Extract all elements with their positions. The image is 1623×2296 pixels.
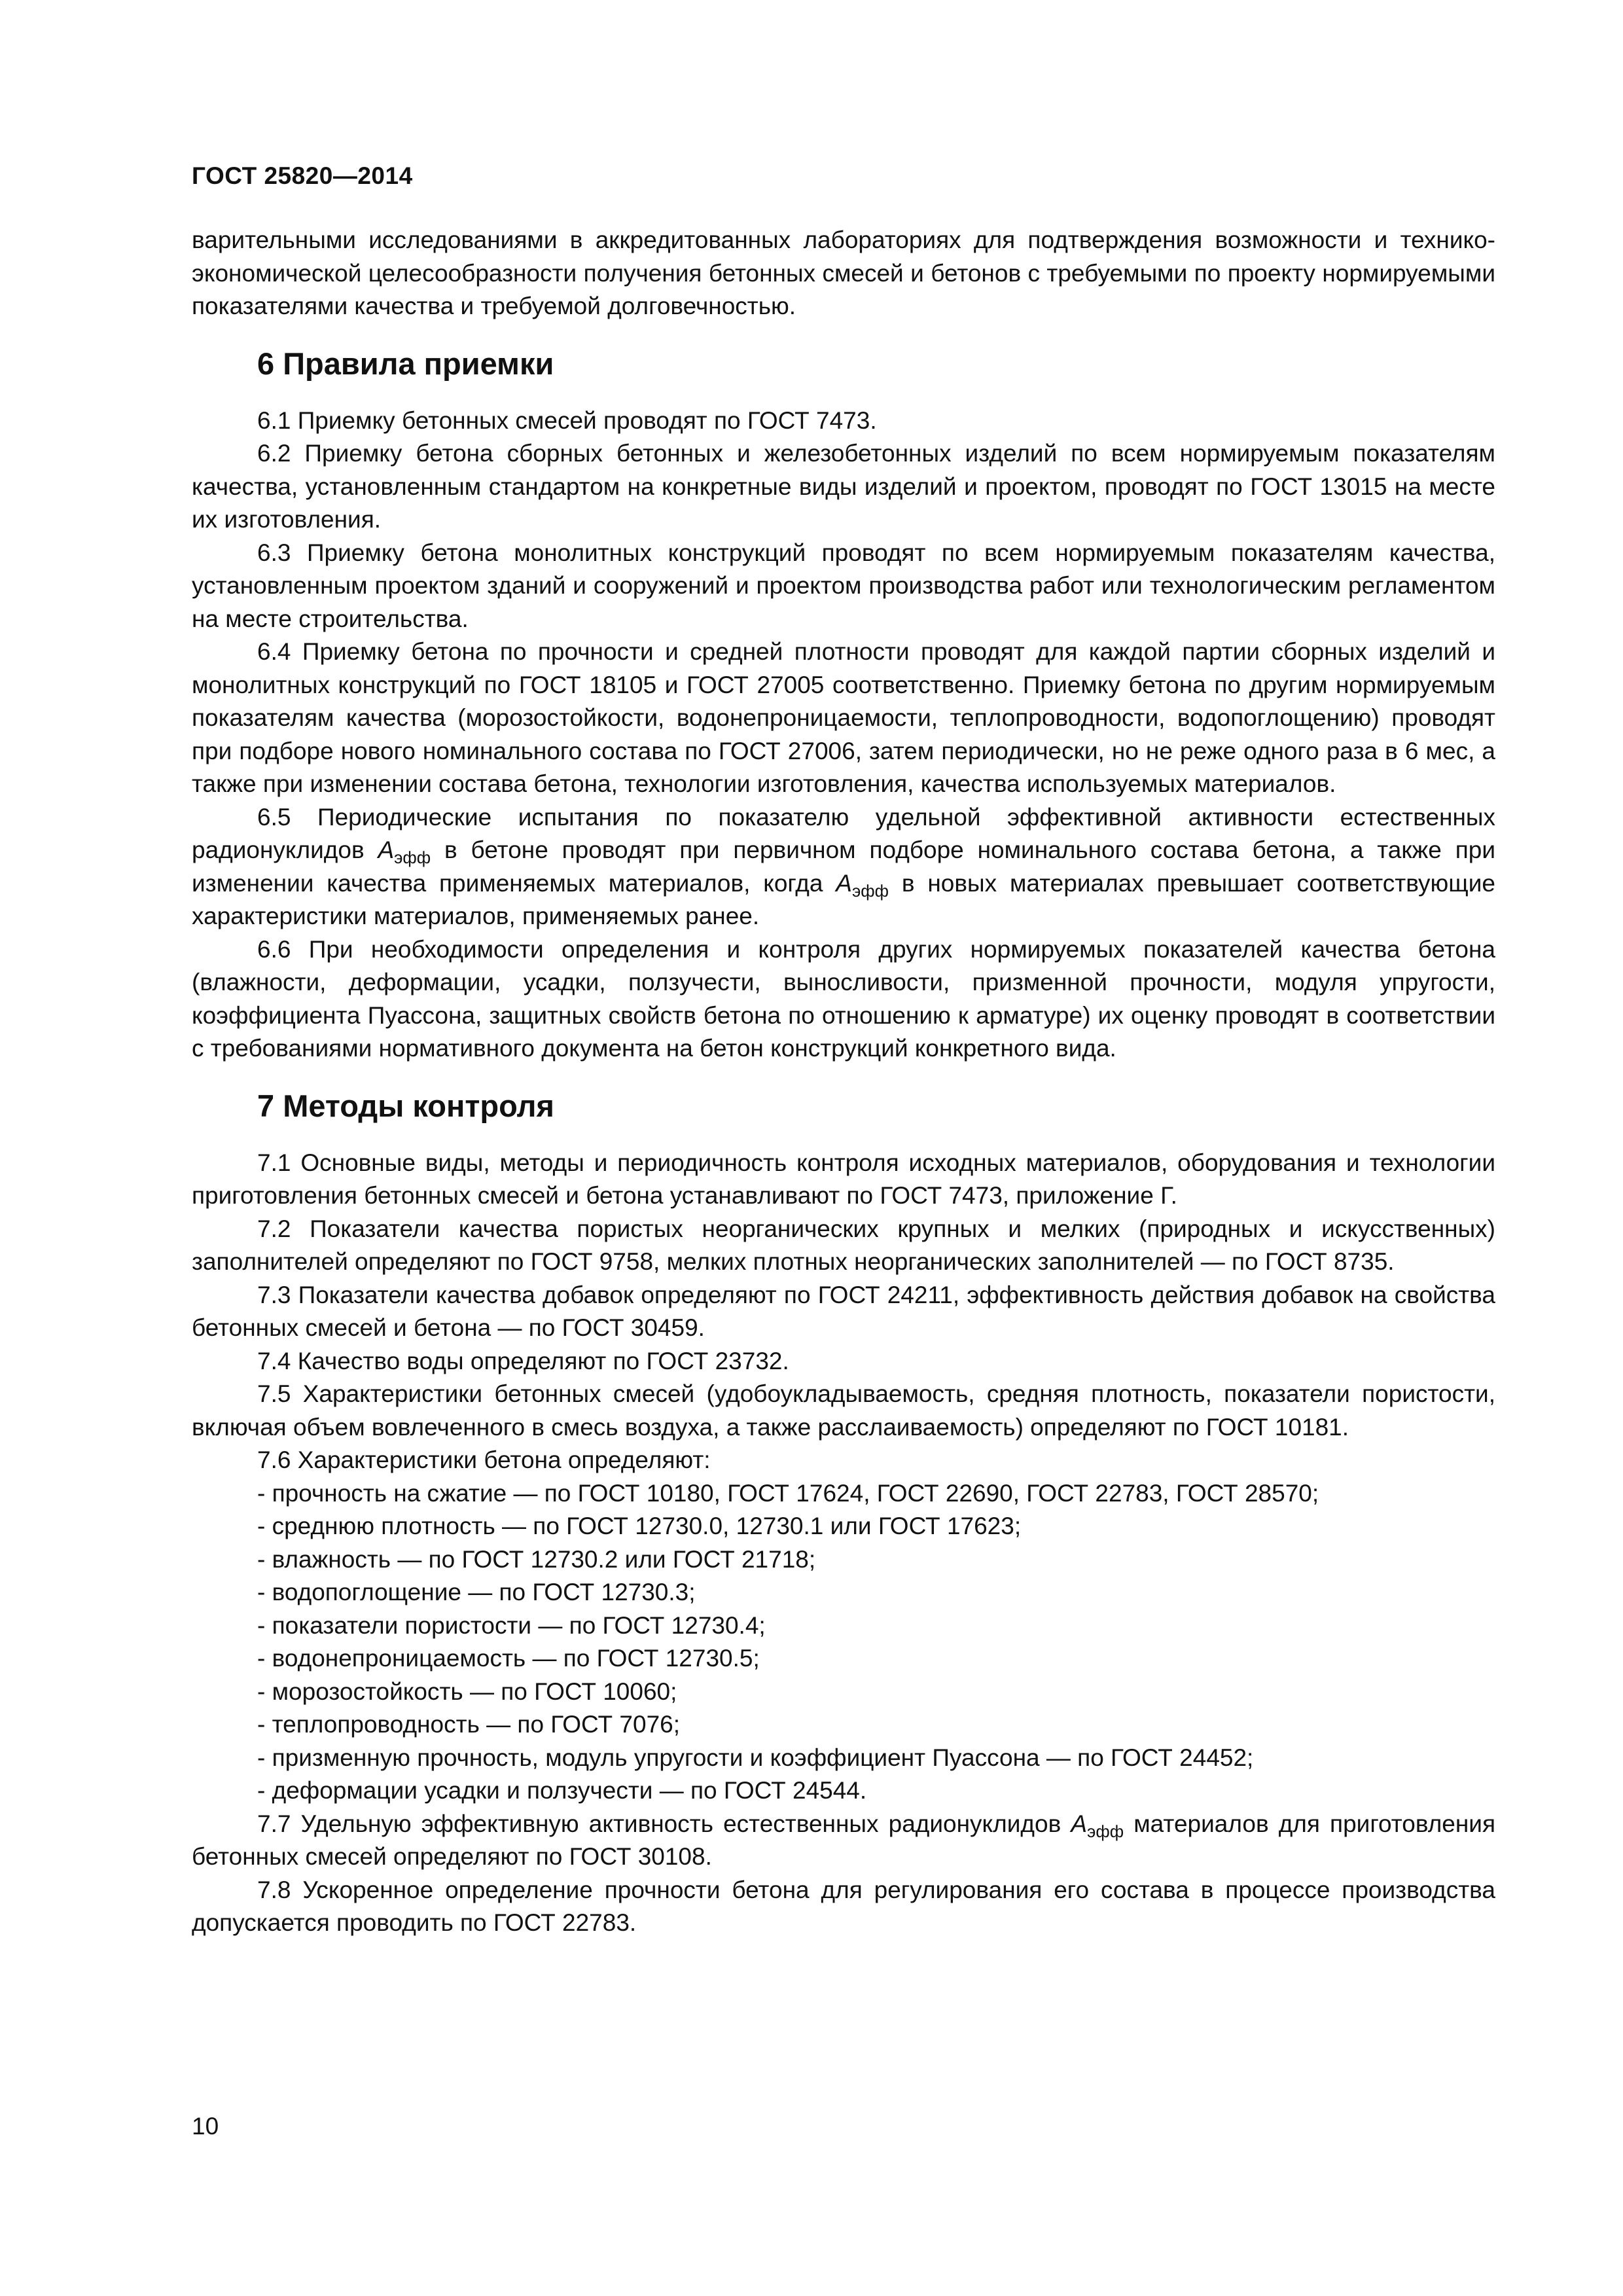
section-6-heading: 6 Правила приемки [257, 346, 554, 381]
paragraph-7-2: 7.2 Показатели качества пористых неорганических крупных и мелких (природных и искусственных) заполнителей определяют по ГОСТ 9758, мелких плотных неорганических заполнителей — по ГОСТ 8735. [192, 1215, 1495, 1275]
list-item: - среднюю плотность — по ГОСТ 12730.0, 12730.1 или ГОСТ 17623; [257, 1513, 1022, 1539]
paragraph-7-4: 7.4 Качество воды определяют по ГОСТ 23732. [257, 1347, 789, 1374]
document-code-header: ГОСТ 25820—2014 [192, 162, 413, 189]
list-item: - водопоглощение — по ГОСТ 12730.3; [257, 1579, 696, 1605]
list-item: - теплопроводность — по ГОСТ 7076; [257, 1711, 681, 1738]
paragraph-6-5-text-a: 6.5 Периодические испытания по показателю удельной эффективной активности естественных радионуклидов [192, 803, 1495, 863]
paragraph-6-6: 6.6 При необходимости определения и контроля других нормируемых показателей качества бетона (влажности, деформации, усадки, ползучести, выносливости, призменной прочности, модуля упругости, коэффициента Пуассона, защитных свойств бетона по отношению к арматуре) их оценку проводят в соответствии с требованиями нормативного документа на бетон конструкций конкретного вида. [192, 935, 1495, 1062]
page-number: 10 [192, 2113, 219, 2140]
paragraph-6-2: 6.2 Приемку бетона сборных бетонных и железобетонных изделий по всем нормируемым показателям качества, установленным стандартом на конкретные виды изделий и проектом, проводят по ГОСТ 13015 на месте их изготовления. [192, 440, 1495, 533]
list-item: - деформации усадки и ползучести — по ГОСТ 24544. [257, 1777, 867, 1804]
paragraph-7-7-text-b: материалов для приготовления бетонных смесей определяют по ГОСТ 30108. [192, 1810, 1495, 1870]
paragraph-6-3: 6.3 Приемку бетона монолитных конструкций проводят по всем нормируемым показателям качества, установленным проектом зданий и сооружений и проектом производства работ или технологическим регламентом на месте строительства. [192, 539, 1495, 632]
symbol-a-eff-subscript: эфф [1087, 1821, 1124, 1841]
symbol-a-eff: А [378, 836, 395, 863]
paragraph-7-7 [192, 1808, 1495, 1874]
paragraph-7-7-text-a: 7.7 Удельную эффективную активность естественных радионуклидов [257, 1810, 1071, 1837]
symbol-a-eff-subscript: эфф [394, 848, 431, 867]
symbol-a-eff: А [1071, 1810, 1088, 1837]
document-body [192, 224, 1495, 1940]
list-item: - морозостойкость — по ГОСТ 10060; [257, 1677, 677, 1705]
intro-paragraph: варительными исследованиями в аккредитованных лабораториях для подтверждения возможности и технико-экономической целесообразности получения бетонных смесей и бетонов с требуемыми по проекту нормируемыми показателями качества и требуемой долговечностью. [192, 226, 1495, 319]
concrete-characteristics-list [192, 1477, 1495, 1808]
paragraph-6-5-text-c: в новых материалах превышает соответствующие характеристики материалов, применяемых ранее. [192, 869, 1495, 929]
symbol-a-eff-subscript: эфф [851, 880, 889, 901]
paragraph-7-1: 7.1 Основные виды, методы и периодичность контроля исходных материалов, оборудования и технологии приготовления бетонных смесей и бетона устанавливают по ГОСТ 7473, приложение Г. [192, 1149, 1495, 1209]
list-item: - призменную прочность, модуль упругости и коэффициент Пуассона — по ГОСТ 24452; [257, 1744, 1254, 1771]
paragraph-6-5-text-b: в бетоне проводят при первичном подборе номинального состава бетона, а также при изменении качества применяемых материалов, когда [192, 836, 1495, 897]
list-item: - водонепроницаемость — по ГОСТ 12730.5; [257, 1645, 760, 1672]
list-item: - прочность на сжатие — по ГОСТ 10180, ГОСТ 17624, ГОСТ 22690, ГОСТ 22783, ГОСТ 28570; [257, 1479, 1319, 1507]
list-item: - показатели пористости — по ГОСТ 12730.4; [257, 1611, 766, 1639]
paragraph-7-3: 7.3 Показатели качества добавок определяют по ГОСТ 24211, эффективность действия добавок на свойства бетонных смесей и бетона — по ГОСТ 30459. [192, 1281, 1495, 1341]
paragraph-7-8: 7.8 Ускоренное определение прочности бетона для регулирования его состава в процессе производства допускается проводить по ГОСТ 22783. [192, 1876, 1495, 1936]
paragraph-6-1: 6.1 Приемку бетонных смесей проводят по ГОСТ 7473. [257, 406, 877, 434]
section-7-heading: 7 Методы контроля [257, 1088, 554, 1123]
paragraph-7-6: 7.6 Характеристики бетона определяют: [257, 1446, 711, 1473]
symbol-a-eff: А [836, 869, 852, 897]
list-item: - влажность — по ГОСТ 12730.2 или ГОСТ 21718; [257, 1545, 816, 1573]
paragraph-6-4: 6.4 Приемку бетона по прочности и средней плотности проводят для каждой партии сборных изделий и монолитных конструкций по ГОСТ 18105 и ГОСТ 27005 соответственно. Приемку бетона по другим нормируемым показателям качества (морозостойкости, водонепроницаемости, теплопроводности, водопоглощению) проводят при подборе нового номинального состава по ГОСТ 27006, затем периодически, но не реже одного раза в 6 мес, а также при изменении состава бетона, технологии изготовления, качества используемых материалов. [192, 638, 1495, 797]
paragraph-7-5: 7.5 Характеристики бетонных смесей (удобоукладываемость, средняя плотность, показатели пористости, включая объем вовлеченного в смесь воздуха, а также расслаиваемость) определяют по ГОСТ 10181. [192, 1380, 1495, 1441]
paragraph-6-5 [192, 801, 1495, 933]
